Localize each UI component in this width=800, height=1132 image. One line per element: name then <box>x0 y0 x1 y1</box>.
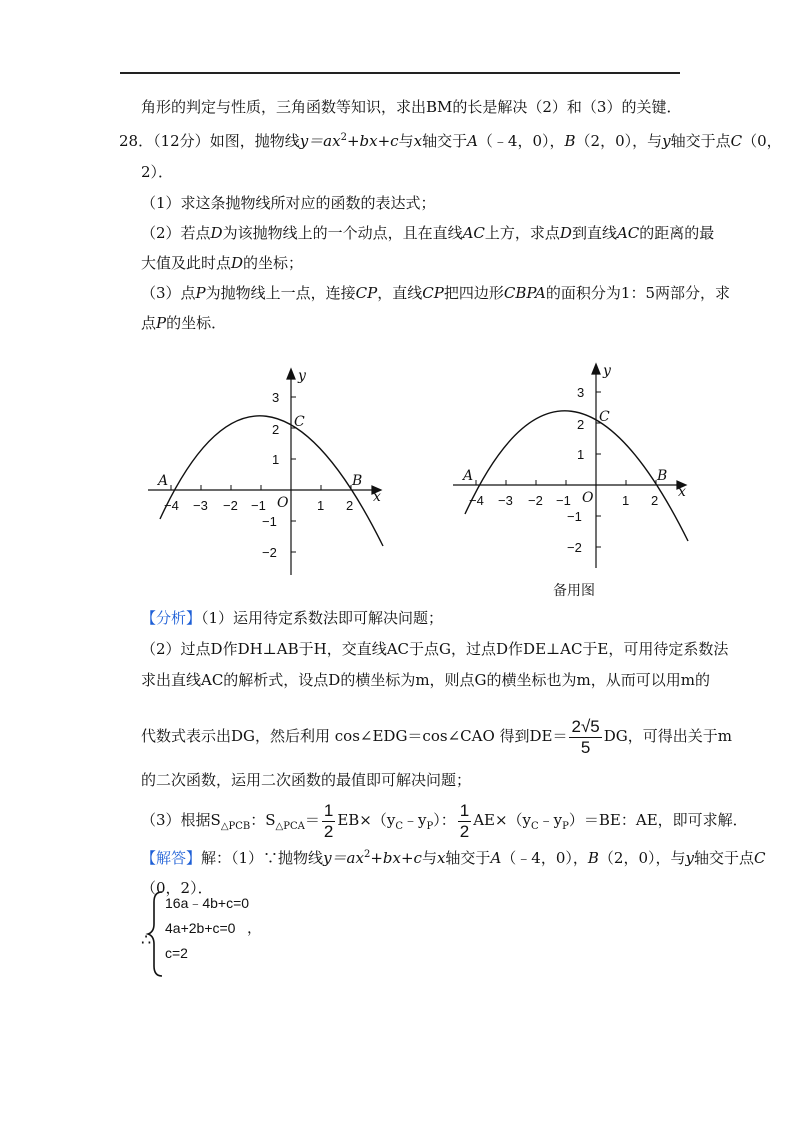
y-tick-2: 2 <box>272 422 280 437</box>
x-tick-neg4: −4 <box>164 498 179 513</box>
parabola-graph-spare <box>445 360 695 575</box>
point-a-label: A <box>158 473 169 489</box>
x-tick-neg1: −1 <box>556 493 571 508</box>
y-tick-2: 2 <box>577 417 585 432</box>
analysis-line4: 代数式表示出DG，然后利用 cos∠EDG＝cos∠CAO 得到DE＝ $\frac{2√5}{5}$ DG，可得出关于m <box>141 716 732 757</box>
analysis-tag: 【分析】 <box>141 609 202 627</box>
x-tick-neg3: −3 <box>193 498 208 513</box>
y-tick-neg2: −2 <box>567 540 582 555</box>
x-tick-neg1: −1 <box>251 498 266 513</box>
fraction-half-2: $\frac{1}{2}$ <box>459 800 470 841</box>
intro-text: 角形的判定与性质，三角函数等知识，求出BM的长是解决（2）和（3）的关键． <box>141 98 682 116</box>
question-part2-line2: 大值及此时点D的坐标； <box>141 254 304 272</box>
y-tick-neg1: −1 <box>262 514 277 529</box>
point-b-label: B <box>352 473 363 489</box>
x-tick-1: 1 <box>317 498 325 513</box>
equation-2: 4a+2b+c=0 ， <box>165 920 262 936</box>
equation-1: 16a﹣4b+c=0 <box>165 895 250 911</box>
point-a-label: A <box>463 468 474 484</box>
equation-3: c=2 <box>165 945 188 961</box>
question-part3-line2: 点P的坐标． <box>141 314 227 332</box>
x-tick-neg3: −3 <box>498 493 513 508</box>
fraction-half-1: $\frac{1}{2}$ <box>323 800 334 841</box>
x-tick-1: 1 <box>622 493 630 508</box>
y-tick-1: 1 <box>272 452 280 467</box>
question-part1: （1）求这条抛物线所对应的函数的表达式； <box>141 194 436 212</box>
analysis-part3: （3）根据$S_{\triangle PCB}$：$S_{\triangle PCA}=$ $\frac{1}{2}$ $EB\times(y_C﹣y_P)$： $\frac{1}{2}$ $AE\times(y_C﹣y_P)=BE$：AE，即可求解． <box>141 800 748 841</box>
therefore-symbol: ∴ <box>141 930 152 949</box>
solution-tag: 【解答】 <box>141 849 202 867</box>
question-part3-line1: （3）点P为抛物线上一点，连接CP，直线CP把四边形CBPA的面积分为1：5两部分，求 <box>141 284 730 302</box>
x-tick-2: 2 <box>346 498 354 513</box>
question-part2-line1: （2）若点D为该抛物线上的一个动点，且在直线AC上方，求点D到直线AC的距离的最 <box>141 224 715 242</box>
y-axis-label: y <box>298 368 306 384</box>
parabola-graph-main <box>140 365 390 580</box>
point-b-label: B <box>657 468 668 484</box>
x-tick-neg2: −2 <box>223 498 238 513</box>
analysis-line5: 的二次函数，运用二次函数的最值即可解决问题； <box>141 771 472 789</box>
x-tick-neg4: −4 <box>469 493 484 508</box>
point-c-label: C <box>599 409 610 425</box>
origin-label: O <box>582 490 594 506</box>
point-c-label: C <box>294 414 305 430</box>
x-tick-2: 2 <box>651 493 659 508</box>
solution-line2: （0，2）． <box>141 879 213 897</box>
y-tick-neg1: −1 <box>567 509 582 524</box>
analysis-line1: 【分析】（1）运用待定系数法即可解决问题； <box>141 609 444 627</box>
solution-line1: 【解答】解：（1）∵抛物线$y=ax^2+bx+c$与x轴交于A（﹣4，0），B（2，0），与y轴交于点C <box>141 849 766 867</box>
origin-label: O <box>277 495 289 511</box>
x-tick-neg2: −2 <box>528 493 543 508</box>
spare-figure-caption: 备用图 <box>553 583 595 599</box>
y-tick-neg2: −2 <box>262 545 277 560</box>
fraction-2sqrt5-over-5: $\frac{2√5}{5}$ <box>571 716 600 757</box>
y-tick-3: 3 <box>272 390 280 405</box>
analysis-line2: （2）过点D作DH⊥AB于H，交直线AC于点G，过点D作DE⊥AC于E，可用待定系数法 <box>141 640 729 658</box>
analysis-line3: 求出直线AC的解析式，设点D的横坐标为m，则点G的横坐标也为m，从而可以用m的 <box>141 671 710 689</box>
y-tick-1: 1 <box>577 447 585 462</box>
x-axis-label: x <box>373 489 381 505</box>
x-axis-label: x <box>678 484 686 500</box>
equation-system <box>165 891 261 966</box>
y-axis-label: y <box>603 363 611 379</box>
question-28-line2: 2）． <box>141 163 174 181</box>
header-rule <box>120 72 680 74</box>
y-tick-3: 3 <box>577 385 585 400</box>
question-28-line1: 28．（12分）如图，抛物线$y=ax^2+bx+c$与x轴交于A（﹣4，0），B（2，0），与y轴交于点C（0， <box>119 132 782 150</box>
